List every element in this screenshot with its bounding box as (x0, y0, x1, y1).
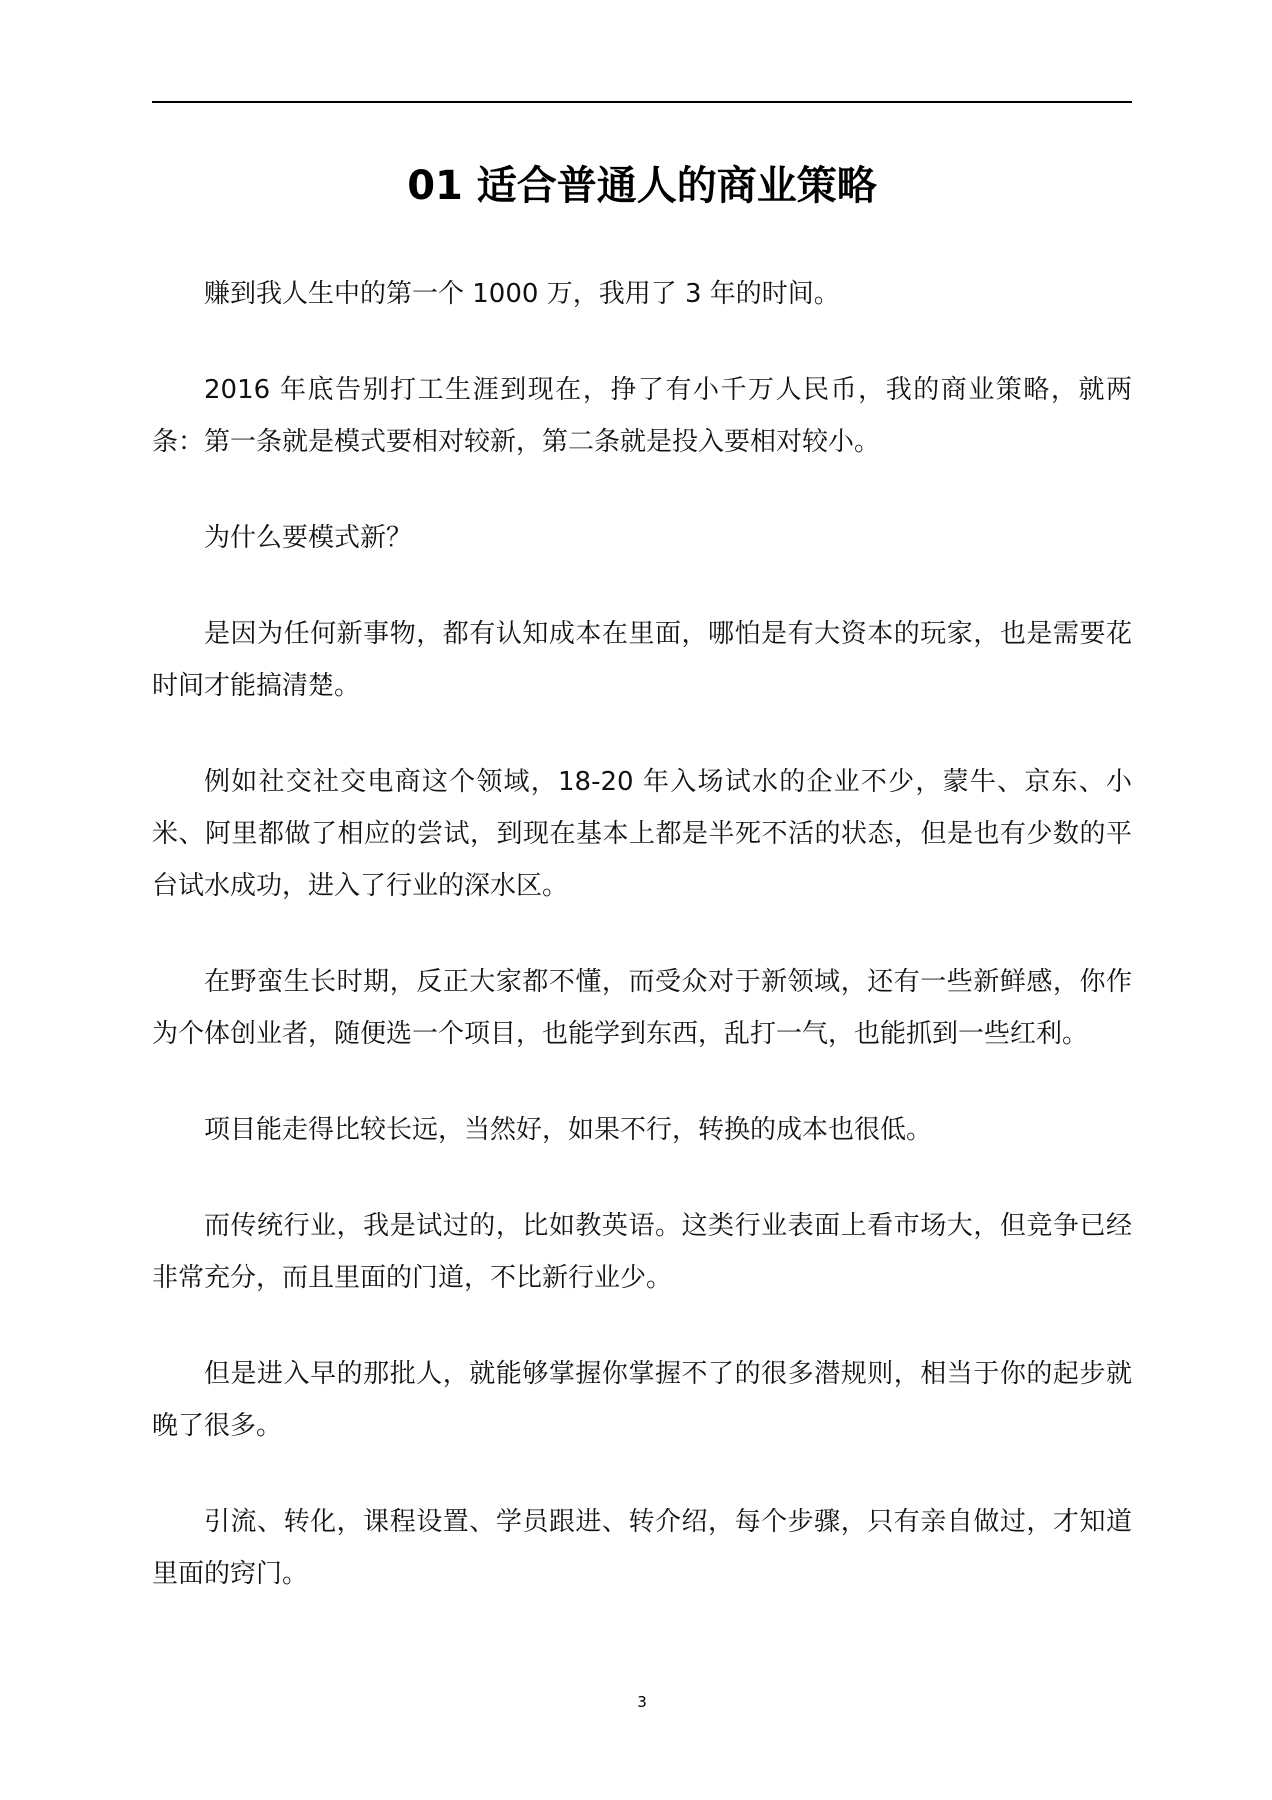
section-title: 01 适合普通人的商业策略 (407, 163, 877, 209)
paragraph: 是因为任何新事物，都有认知成本在里面，哪怕是有大资本的玩家，也是需要花时间才能搞清楚。 (152, 619, 1132, 701)
paragraph: 而传统行业，我是试过的，比如教英语。这类行业表面上看市场大，但竞争已经非常充分，而且里面的门道，不比新行业少。 (152, 1211, 1132, 1293)
page-number: 3 (637, 1693, 647, 1711)
paragraph: 引流、转化，课程设置、学员跟进、转介绍，每个步骤，只有亲自做过，才知道里面的窍门。 (152, 1507, 1132, 1589)
body-text (152, 268, 1132, 1644)
paragraph: 赚到我人生中的第一个 1000 万，我用了 3 年的时间。 (204, 279, 840, 309)
paragraph: 在野蛮生长时期，反正大家都不懂，而受众对于新领域，还有一些新鲜感，你作为个体创业者，随便选一个项目，也能学到东西，乱打一气，也能抓到一些红利。 (152, 967, 1132, 1049)
paragraph: 例如社交社交电商这个领域，18-20 年入场试水的企业不少，蒙牛、京东、小米、阿里都做了相应的尝试，到现在基本上都是半死不活的状态，但是也有少数的平台试水成功，进入了行业的深水区。 (152, 767, 1132, 901)
paragraph: 但是进入早的那批人，就能够掌握你掌握不了的很多潜规则，相当于你的起步就晚了很多。 (152, 1359, 1132, 1441)
header-rule (152, 101, 1132, 103)
paragraph: 为什么要模式新？ (204, 523, 413, 553)
paragraph: 2016 年底告别打工生涯到现在，挣了有小千万人民币，我的商业策略，就两条：第一条就是模式要相对较新，第二条就是投入要相对较小。 (152, 375, 1132, 457)
paragraph: 项目能走得比较长远，当然好，如果不行，转换的成本也很低。 (204, 1115, 933, 1145)
